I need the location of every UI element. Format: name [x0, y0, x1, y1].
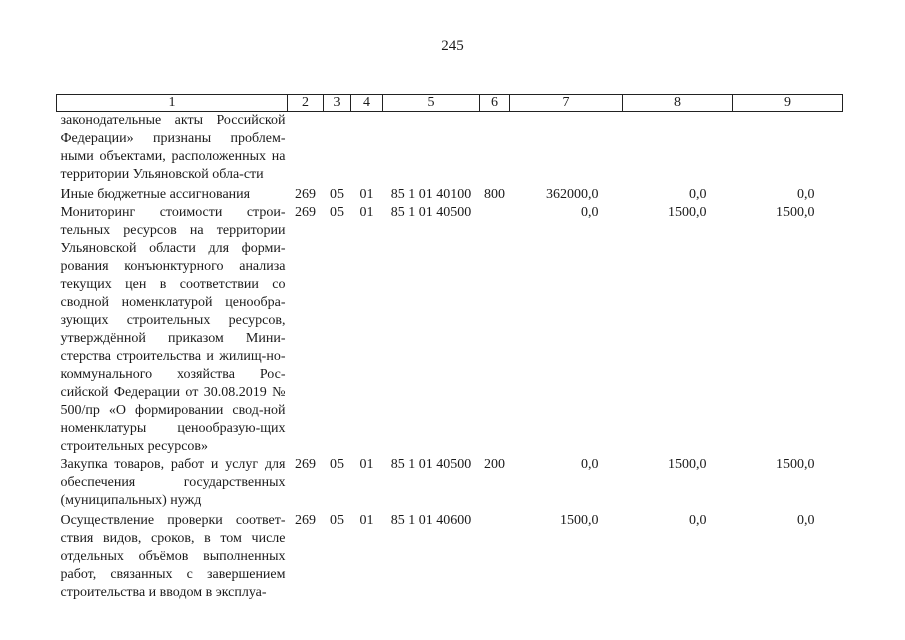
column-header-9: 9	[733, 95, 843, 112]
row-amount-col8: 0,0	[689, 187, 707, 202]
table-row	[57, 512, 843, 602]
row-target-article: 85 1 01 40600	[390, 513, 472, 528]
table-row	[57, 204, 843, 456]
row-amount-col9: 1500,0	[776, 457, 815, 472]
row-amount-col9	[733, 112, 843, 187]
row-section: 05	[330, 187, 344, 202]
row-subsection: 01	[359, 457, 374, 472]
row-section	[324, 112, 351, 187]
row-expense-type	[480, 204, 510, 456]
row-admin-code	[288, 112, 324, 187]
column-header-8: 8	[623, 95, 733, 112]
row-section: 05	[330, 205, 344, 220]
column-header-6: 6	[480, 95, 510, 112]
column-header-3: 3	[324, 95, 351, 112]
table-row	[57, 112, 843, 187]
row-target-article: 85 1 01 40500	[390, 205, 472, 220]
row-target-article	[383, 112, 480, 187]
row-amount-col7: 362000,0	[546, 187, 599, 202]
row-amount-col7: 0,0	[581, 205, 599, 220]
row-amount-col8: 1500,0	[668, 205, 707, 220]
row-amount-col9: 0,0	[797, 187, 815, 202]
row-subsection: 01	[359, 205, 374, 220]
column-header-5: 5	[383, 95, 480, 112]
row-admin-code: 269	[295, 457, 316, 472]
row-description: Мониторинг стоимости строи-тельных ресурсов на территории Ульяновской области для форми-рования конъюнктурного анализа текущих цен в соответствии со сводной номенклатурой ценообра-зующих строительных ресурсов, утверждённой приказом Мини-стерства строительства и жилищ-но-коммунального хозяйства Рос-сийской Федерации от 30.08.2019 № 500/пр «О формировании свод-ной номенклатуры ценообразую-щих строительных ресурсов»	[60, 205, 286, 454]
row-amount-col8	[623, 112, 733, 187]
row-expense-type	[480, 512, 510, 602]
row-amount-col8: 0,0	[689, 513, 707, 528]
row-amount-col7: 0,0	[581, 457, 599, 472]
row-target-article: 85 1 01 40500	[390, 457, 472, 472]
row-description: Иные бюджетные ассигнования	[60, 187, 251, 202]
row-amount-col9: 0,0	[797, 513, 815, 528]
page-number: 245	[441, 38, 464, 54]
row-section: 05	[330, 513, 344, 528]
budget-table	[56, 94, 843, 602]
row-admin-code: 269	[295, 205, 316, 220]
row-expense-type	[480, 112, 510, 187]
row-admin-code: 269	[295, 513, 316, 528]
row-subsection	[351, 112, 383, 187]
row-amount-col7: 1500,0	[560, 513, 599, 528]
row-subsection: 01	[359, 187, 374, 202]
column-header-7: 7	[510, 95, 623, 112]
row-amount-col7	[510, 112, 623, 187]
row-section: 05	[330, 457, 344, 472]
column-number-row	[57, 95, 843, 112]
table-row	[57, 186, 843, 204]
row-amount-col8: 1500,0	[668, 457, 707, 472]
row-amount-col9: 1500,0	[776, 205, 815, 220]
row-admin-code: 269	[295, 187, 316, 202]
row-description: Закупка товаров, работ и услуг для обеспечения государственных (муниципальных) нужд	[60, 457, 286, 508]
column-header-2: 2	[288, 95, 324, 112]
row-expense-type: 200	[484, 457, 505, 472]
row-subsection: 01	[359, 513, 374, 528]
row-expense-type: 800	[484, 187, 505, 202]
table-row	[57, 456, 843, 512]
column-header-1: 1	[57, 95, 288, 112]
column-header-4: 4	[351, 95, 383, 112]
row-description: законодательные акты Российской Федерации» признаны проблем-ными объектами, расположенных на территории Ульяновской обла-сти	[60, 113, 286, 182]
row-description: Осуществление проверки соответ-ствия видов, сроков, в том числе отдельных объёмов выполненных работ, связанных с завершением строительства и вводом в эксплуа-	[60, 513, 286, 600]
row-target-article: 85 1 01 40100	[390, 187, 472, 202]
